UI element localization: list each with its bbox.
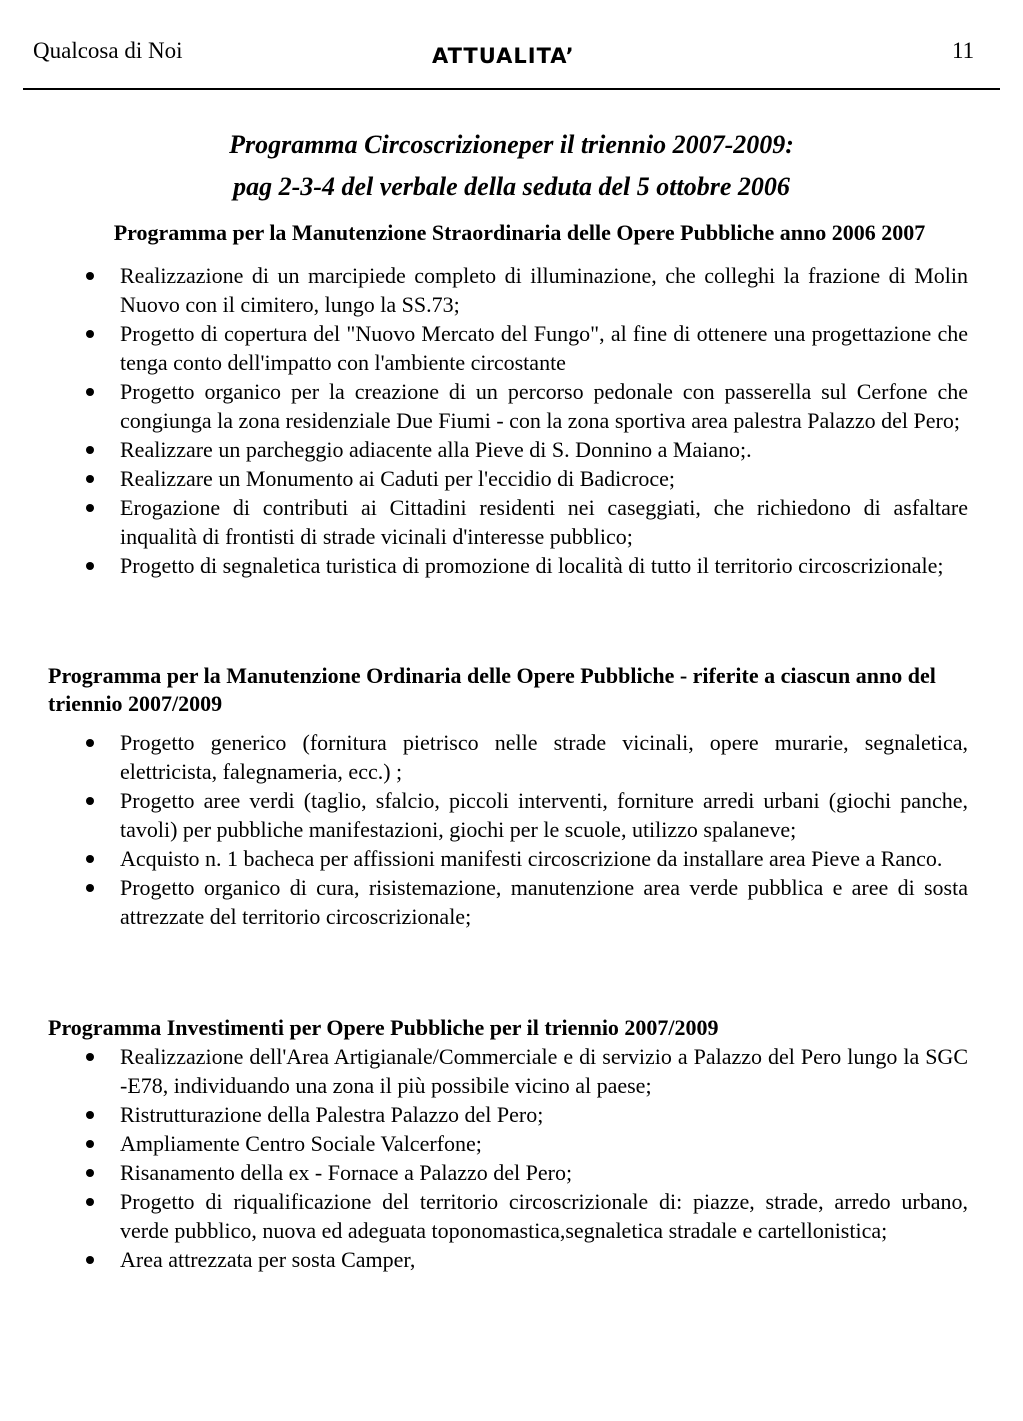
list-item: Progetto di segnaletica turistica di promozione di località di tutto il territorio circoscrizionale;: [120, 551, 968, 580]
list-item: Progetto organico per la creazione di un percorso pedonale con passerella sul Cerfone che congiunga la zona residenziale Due Fiumi - con la zona sportiva area palestra Palazzo del Pero;: [120, 379, 968, 433]
header-section-title: ATTUALITA’: [432, 44, 575, 68]
header-divider: [23, 88, 1000, 90]
list-item: Progetto generico (fornitura pietrisco nelle strade vicinali, opere murarie, segnaletica, elettricista, falegnameria, ecc.) ;: [120, 730, 968, 784]
section-heading-ordinaria: Programma per la Manutenzione Ordinaria delle Opere Pubbliche - riferite a ciascun anno del triennio 2007/2009: [48, 663, 936, 716]
list-item: Progetto di copertura del "Nuovo Mercato del Fungo", al fine di ottenere una progettazione che tenga conto dell'impatto con l'ambiente circostante: [120, 321, 968, 375]
list-item: Risanamento della ex - Fornace a Palazzo del Pero;: [120, 1158, 968, 1187]
list-straordinaria: [120, 261, 968, 580]
list-item: Progetto organico di cura, risistemazione, manutenzione area verde pubblica e aree di sosta attrezzate del territorio circoscrizionale;: [120, 875, 968, 929]
header-page-number: 11: [952, 38, 975, 63]
list-item: Progetto di riqualificazione del territorio circoscrizionale di: piazze, strade, arredo urbano, verde pubblico, nuova ed adeguata toponomastica,segnaletica stradale e cartellonistica;: [120, 1189, 968, 1243]
page-title-line-1: Programma Circoscrizioneper il triennio 2007-2009:: [229, 130, 794, 159]
header-publication-name: Qualcosa di Noi: [33, 38, 183, 63]
list-item: Erogazione di contributi ai Cittadini residenti nei caseggiati, che richiedono di asfaltare inqualità di frontisti di strade vicinali d'interesse pubblico;: [120, 495, 968, 549]
list-item: Realizzare un parcheggio adiacente alla Pieve di S. Donnino a Maiano;.: [120, 435, 968, 464]
list-item: Realizzazione dell'Area Artigianale/Commerciale e di servizio a Palazzo del Pero lungo la SGC -E78, individuando una zona il più possibile vicino al paese;: [120, 1044, 968, 1098]
list-item: Progetto aree verdi (taglio, sfalcio, piccoli interventi, forniture arredi urbani (giochi panche, tavoli) per pubbliche manifestazioni, giochi per le scuole, utilizzo spalaneve;: [120, 788, 968, 842]
list-item: Area attrezzata per sosta Camper,: [120, 1245, 968, 1274]
list-item: Ampliamente Centro Sociale Valcerfone;: [120, 1129, 968, 1158]
list-item: Realizzare un Monumento ai Caduti per l'eccidio di Badicroce;: [120, 464, 968, 493]
list-item: Acquisto n. 1 bacheca per affissioni manifesti circoscrizione da installare area Pieve a Ranco.: [120, 844, 968, 873]
list-item: Ristrutturazione della Palestra Palazzo del Pero;: [120, 1100, 968, 1129]
list-ordinaria: [120, 728, 968, 931]
section-heading-straordinaria: Programma per la Manutenzione Straordinaria delle Opere Pubbliche anno 2006 2007: [113, 220, 926, 245]
list-investimenti: [120, 1042, 968, 1274]
list-item: Realizzazione di un marcipiede completo di illuminazione, che colleghi la frazione di Molin Nuovo con il cimitero, lungo la SS.73;: [120, 263, 968, 317]
section-heading-investimenti: Programma Investimenti per Opere Pubbliche per il triennio 2007/2009: [48, 1015, 719, 1040]
page-title-line-2: pag 2-3-4 del verbale della seduta del 5 ottobre 2006: [233, 172, 790, 201]
